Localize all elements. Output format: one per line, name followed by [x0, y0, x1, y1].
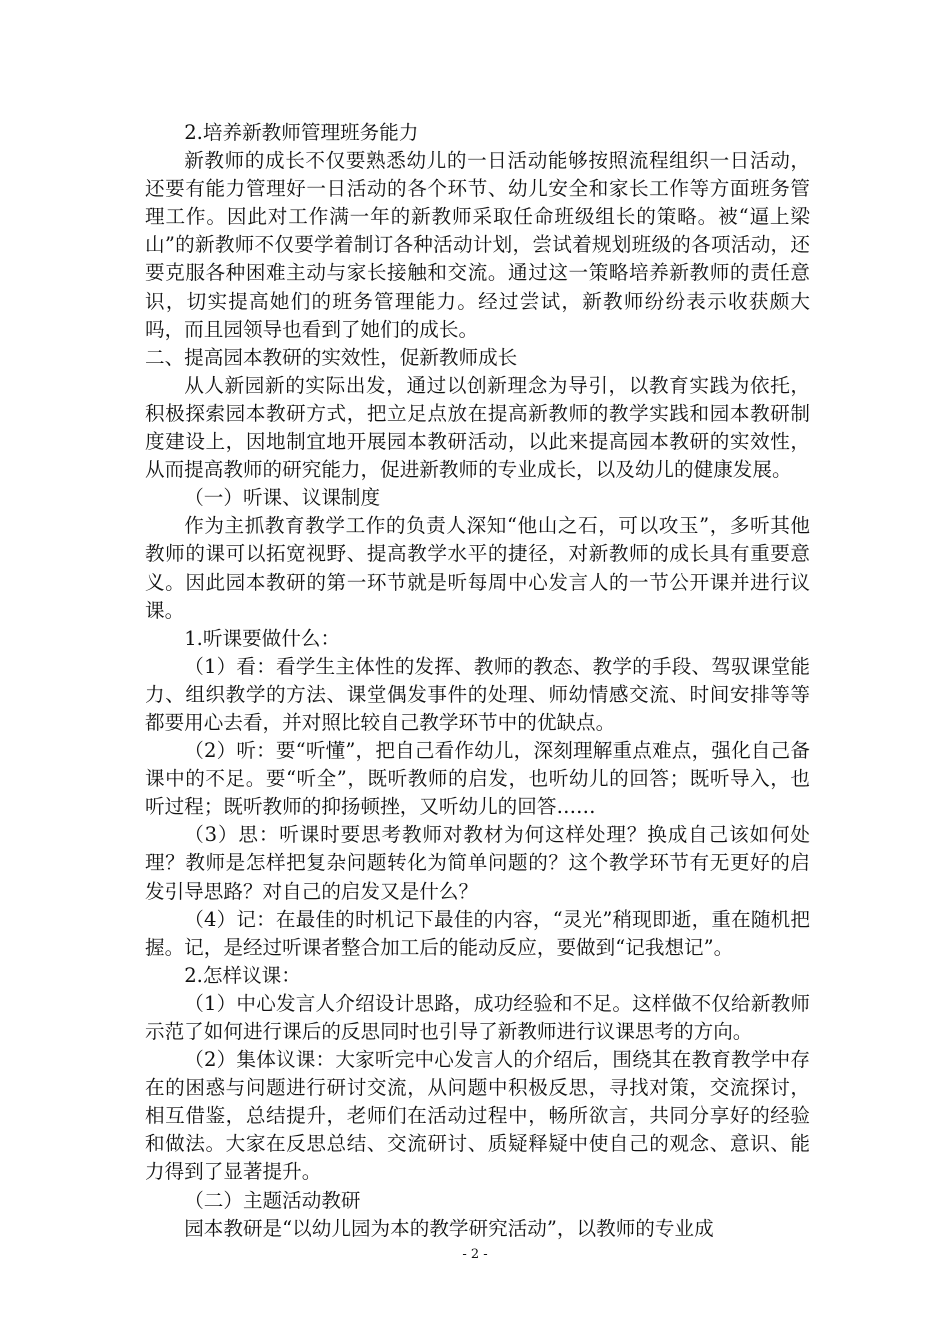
- document-body: [145, 119, 810, 1243]
- subheading-listen-discuss: （一）听课、议课制度: [184, 486, 381, 510]
- subheading-cultivate-management: 2.培养新教师管理班务能力: [184, 121, 419, 144]
- subheading-what-to-do: 1.听课要做什么：: [184, 626, 341, 650]
- paragraph-think: （3）思：听课时要思考教师对教材为何这样处理？换成自己该如何处理？教师是怎样把复杂问题转化为简单问题的？这个教学环节有无更好的启发引导思路？对自己的启发又是什么？: [145, 823, 810, 903]
- paragraph-new-teacher-growth: 新教师的成长不仅要熟悉幼儿的一日活动能够按照流程组织一日活动，还要有能力管理好一日活动的各个环节、幼儿安全和家长工作等方面班务管理工作。因此对工作满一年的新教师采取任命班级组长的策略。被“逼上梁山”的新教师不仅要学着制订各种活动计划，尝试着规划班级的各项活动，还要克服各种困难主动与家长接触和交流。通过这一策略培养新教师的责任意识，切实提高她们的班务管理能力。经过尝试，新教师纷纷表示收获颇大吗，而且园领导也看到了她们的成长。: [145, 149, 810, 341]
- section-heading-two: 二、提高园本教研的实效性，促新教师成长: [145, 345, 518, 369]
- paragraph-record: （4）记：在最佳的时机记下最佳的内容，“灵光”稍现即逝，重在随机把握。记，是经过听课者整合加工后的能动反应，要做到“记我想记”。: [145, 907, 810, 959]
- paragraph-practice-basis: 从人新园新的实际出发，通过以创新理念为导引，以教育实践为依托，积极探索园本教研方式，把立足点放在提高新教师的教学实践和园本教研制度建设上，因地制宜地开展园本教研活动，以此来提高园本教研的实效性，从而提高教师的研究能力，促进新教师的专业成长，以及幼儿的健康发展。: [145, 373, 810, 482]
- paragraph-look: （1）看：看学生主体性的发挥、教师的教态、教学的手段、驾驭课堂能力、组织教学的方法、课堂偶发事件的处理、师幼情感交流、时间安排等等都要用心去看，并对照比较自己教学环节中的优缺点。: [145, 654, 810, 734]
- subheading-how-to-discuss: 2.怎样议课：: [184, 963, 301, 987]
- paragraph-group-discussion: （2）集体议课：大家听完中心发言人的介绍后，围绕其在教育教学中存在的困惑与问题进行研讨交流，从问题中积极反思，寻找对策，交流探讨，相互借鉴，总结提升，老师们在活动过程中，畅所欲言，共同分享好的经验和做法。大家在反思总结、交流研讨、质疑释疑中使自己的观念、意识、能力得到了显著提升。: [145, 1048, 810, 1184]
- paragraph-responsible-person: 作为主抓教育教学工作的负责人深知“他山之石，可以攻玉”，多听其他教师的课可以拓宽视野、提高教学水平的捷径，对新教师的成长具有重要意义。因此园本教研的第一环节就是听每周中心发言人的一节公开课并进行议课。: [145, 514, 810, 622]
- paragraph-listen: （2）听：要“听懂”，把自己看作幼儿，深刻理解重点难点，强化自己备课中的不足。要“听全”，既听教师的启发，也听幼儿的回答；既听导入，也听过程；既听教师的抑扬顿挫，又听幼儿的回答……: [145, 739, 810, 819]
- subheading-theme-research: （二）主题活动教研: [184, 1188, 361, 1212]
- paragraph-school-based-research: 园本教研是“以幼儿园为本的教学研究活动”，以教师的专业成: [184, 1216, 714, 1240]
- page-number: - 2 -: [462, 1247, 488, 1262]
- paragraph-speaker-intro: （1）中心发言人介绍设计思路，成功经验和不足。这样做不仅给新教师示范了如何进行课后的反思同时也引导了新教师进行议课思考的方向。: [145, 991, 810, 1043]
